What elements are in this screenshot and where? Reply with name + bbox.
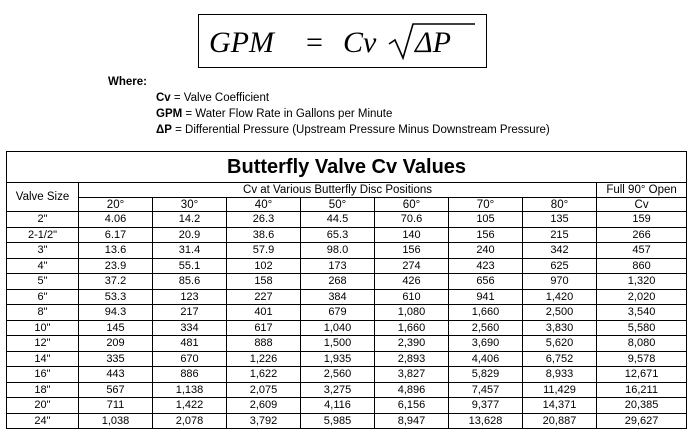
cv-value-cell: 240	[449, 243, 523, 259]
cv-value-cell: 941	[449, 289, 523, 305]
cv-value-cell: 1,660	[375, 320, 449, 336]
definition-delta-p	[156, 122, 550, 138]
cv-value-cell: 173	[301, 258, 375, 274]
definition-text: = Differential Pressure (Upstream Pressure Minus Downstream Pressure)	[171, 124, 550, 136]
cv-value-cell: 102	[227, 258, 301, 274]
cv-value-cell: 55.1	[153, 258, 227, 274]
full-open-cv-cell: 8,080	[597, 336, 687, 352]
cv-value-cell: 1,660	[449, 305, 523, 321]
cv-value-cell: 2,609	[227, 398, 301, 414]
cv-value-cell: 5,829	[449, 367, 523, 383]
cv-value-cell: 38.6	[227, 227, 301, 243]
cv-value-cell: 1,040	[301, 320, 375, 336]
valve-size-cell: 4"	[7, 258, 79, 274]
definition-cv	[156, 90, 550, 106]
cv-value-cell: 105	[449, 212, 523, 228]
full-open-cv-cell: 457	[597, 243, 687, 259]
full-open-cv-header: Cv	[597, 198, 687, 212]
table-row	[7, 351, 687, 367]
cv-value-cell: 670	[153, 351, 227, 367]
cv-value-cell: 227	[227, 289, 301, 305]
cv-value-cell: 1,080	[375, 305, 449, 321]
cv-value-cell: 1,138	[153, 382, 227, 398]
table-row	[7, 258, 687, 274]
table-body	[7, 212, 687, 429]
full-open-cv-cell: 2,020	[597, 289, 687, 305]
gpm-formula	[203, 18, 483, 64]
cv-value-cell: 401	[227, 305, 301, 321]
cv-value-cell: 481	[153, 336, 227, 352]
full-open-cv-cell: 12,671	[597, 367, 687, 383]
cv-table-container	[6, 151, 686, 434]
table-row	[7, 274, 687, 290]
cv-value-cell: 123	[153, 289, 227, 305]
cv-value-cell: 85.6	[153, 274, 227, 290]
cv-value-cell: 4,896	[375, 382, 449, 398]
definition-text: = Valve Coefficient	[170, 92, 270, 104]
cv-value-cell: 268	[301, 274, 375, 290]
cv-value-cell: 9,377	[449, 398, 523, 414]
cv-value-cell: 5,985	[301, 413, 375, 429]
table-row	[7, 336, 687, 352]
cv-value-cell: 2,560	[301, 367, 375, 383]
cv-value-cell: 156	[375, 243, 449, 259]
cv-value-cell: 1,622	[227, 367, 301, 383]
table-row	[7, 227, 687, 243]
cv-value-cell: 11,429	[523, 382, 597, 398]
cv-value-cell: 886	[153, 367, 227, 383]
cv-value-cell: 44.5	[301, 212, 375, 228]
cv-value-cell: 14.2	[153, 212, 227, 228]
cv-value-cell: 20,887	[523, 413, 597, 429]
formula-box	[198, 14, 487, 68]
cv-value-cell: 274	[375, 258, 449, 274]
formula-equals: =	[305, 26, 323, 59]
cv-value-cell: 384	[301, 289, 375, 305]
cv-value-cell: 13,628	[449, 413, 523, 429]
formula-radicand: ΔP	[414, 26, 451, 59]
cv-value-cell: 1,420	[523, 289, 597, 305]
cv-value-cell: 426	[375, 274, 449, 290]
cv-value-cell: 335	[79, 351, 153, 367]
cv-value-cell: 3,275	[301, 382, 375, 398]
cv-value-cell: 2,500	[523, 305, 597, 321]
butterfly-valve-cv-table	[6, 151, 687, 429]
cv-value-cell: 215	[523, 227, 597, 243]
cv-value-cell: 5,620	[523, 336, 597, 352]
angle-header: 40°	[227, 198, 301, 212]
cv-value-cell: 3,690	[449, 336, 523, 352]
angle-header: 70°	[449, 198, 523, 212]
definition-term: Cv	[156, 92, 171, 104]
valve-size-cell: 8"	[7, 305, 79, 321]
table-row	[7, 367, 687, 383]
cv-value-cell: 610	[375, 289, 449, 305]
cv-value-cell: 156	[449, 227, 523, 243]
valve-size-cell: 6"	[7, 289, 79, 305]
cv-value-cell: 135	[523, 212, 597, 228]
cv-value-cell: 37.2	[79, 274, 153, 290]
where-legend	[108, 74, 550, 138]
valve-size-cell: 3"	[7, 243, 79, 259]
disc-positions-header: Cv at Various Butterfly Disc Positions	[79, 183, 597, 198]
full-open-cv-cell: 3,540	[597, 305, 687, 321]
cv-value-cell: 140	[375, 227, 449, 243]
definition-text: = Water Flow Rate in Gallons per Minute	[182, 108, 393, 120]
cv-value-cell: 8,933	[523, 367, 597, 383]
cv-value-cell: 6.17	[79, 227, 153, 243]
cv-value-cell: 53.3	[79, 289, 153, 305]
table-row	[7, 413, 687, 429]
definition-gpm	[156, 106, 550, 122]
cv-value-cell: 8,947	[375, 413, 449, 429]
definition-term: GPM	[156, 108, 183, 120]
cv-value-cell: 13.6	[79, 243, 153, 259]
cv-value-cell: 6,752	[523, 351, 597, 367]
angle-header: 80°	[523, 198, 597, 212]
cv-value-cell: 443	[79, 367, 153, 383]
full-open-cv-cell: 9,578	[597, 351, 687, 367]
valve-size-cell: 2"	[7, 212, 79, 228]
table-row	[7, 398, 687, 414]
cv-value-cell: 2,078	[153, 413, 227, 429]
cv-value-cell: 1,226	[227, 351, 301, 367]
angle-header: 50°	[301, 198, 375, 212]
cv-value-cell: 2,893	[375, 351, 449, 367]
table-row	[7, 212, 687, 228]
cv-value-cell: 65.3	[301, 227, 375, 243]
formula-coefficient: Cv	[342, 26, 376, 59]
full-open-cv-cell: 5,580	[597, 320, 687, 336]
cv-value-cell: 1,500	[301, 336, 375, 352]
cv-value-cell: 4,116	[301, 398, 375, 414]
cv-value-cell: 656	[449, 274, 523, 290]
valve-size-cell: 18"	[7, 382, 79, 398]
valve-size-header: Valve Size	[7, 183, 79, 212]
valve-size-cell: 24"	[7, 413, 79, 429]
cv-value-cell: 970	[523, 274, 597, 290]
table-row	[7, 382, 687, 398]
cv-value-cell: 20.9	[153, 227, 227, 243]
formula-lhs: GPM	[208, 26, 274, 59]
cv-value-cell: 679	[301, 305, 375, 321]
full-open-cv-cell: 860	[597, 258, 687, 274]
cv-value-cell: 57.9	[227, 243, 301, 259]
cv-value-cell: 334	[153, 320, 227, 336]
full-open-cv-cell: 159	[597, 212, 687, 228]
cv-value-cell: 3,792	[227, 413, 301, 429]
valve-size-cell: 14"	[7, 351, 79, 367]
cv-value-cell: 617	[227, 320, 301, 336]
cv-value-cell: 2,075	[227, 382, 301, 398]
cv-value-cell: 4.06	[79, 212, 153, 228]
where-label: Where:	[108, 76, 147, 88]
angle-header: 30°	[153, 198, 227, 212]
full-open-header: Full 90° Open	[597, 183, 687, 198]
table-row	[7, 243, 687, 259]
cv-value-cell: 567	[79, 382, 153, 398]
full-open-cv-cell: 266	[597, 227, 687, 243]
table-row	[7, 289, 687, 305]
cv-value-cell: 26.3	[227, 212, 301, 228]
angle-header: 20°	[79, 198, 153, 212]
cv-value-cell: 14,371	[523, 398, 597, 414]
cv-value-cell: 145	[79, 320, 153, 336]
table-row	[7, 320, 687, 336]
definition-term: ΔP	[156, 124, 172, 136]
cv-value-cell: 711	[79, 398, 153, 414]
cv-value-cell: 1,422	[153, 398, 227, 414]
cv-value-cell: 1,935	[301, 351, 375, 367]
cv-value-cell: 209	[79, 336, 153, 352]
cv-value-cell: 70.6	[375, 212, 449, 228]
valve-size-cell: 12"	[7, 336, 79, 352]
cv-value-cell: 342	[523, 243, 597, 259]
full-open-cv-cell: 16,211	[597, 382, 687, 398]
cv-value-cell: 6,156	[375, 398, 449, 414]
valve-size-cell: 20"	[7, 398, 79, 414]
cv-value-cell: 7,457	[449, 382, 523, 398]
cv-value-cell: 3,830	[523, 320, 597, 336]
cv-value-cell: 888	[227, 336, 301, 352]
angle-header: 60°	[375, 198, 449, 212]
full-open-cv-cell: 29,627	[597, 413, 687, 429]
definitions-list	[108, 90, 550, 138]
valve-size-cell: 2-1/2"	[7, 227, 79, 243]
table-title: Butterfly Valve Cv Values	[7, 152, 687, 183]
full-open-cv-cell: 20,385	[597, 398, 687, 414]
cv-value-cell: 94.3	[79, 305, 153, 321]
cv-value-cell: 217	[153, 305, 227, 321]
cv-value-cell: 98.0	[301, 243, 375, 259]
full-open-cv-cell: 1,320	[597, 274, 687, 290]
cv-value-cell: 2,390	[375, 336, 449, 352]
cv-value-cell: 2,560	[449, 320, 523, 336]
cv-value-cell: 4,406	[449, 351, 523, 367]
cv-value-cell: 31.4	[153, 243, 227, 259]
cv-value-cell: 423	[449, 258, 523, 274]
valve-size-cell: 10"	[7, 320, 79, 336]
valve-size-cell: 16"	[7, 367, 79, 383]
cv-value-cell: 3,827	[375, 367, 449, 383]
table-row	[7, 305, 687, 321]
cv-value-cell: 625	[523, 258, 597, 274]
cv-value-cell: 1,038	[79, 413, 153, 429]
cv-value-cell: 23.9	[79, 258, 153, 274]
cv-value-cell: 158	[227, 274, 301, 290]
valve-size-cell: 5"	[7, 274, 79, 290]
